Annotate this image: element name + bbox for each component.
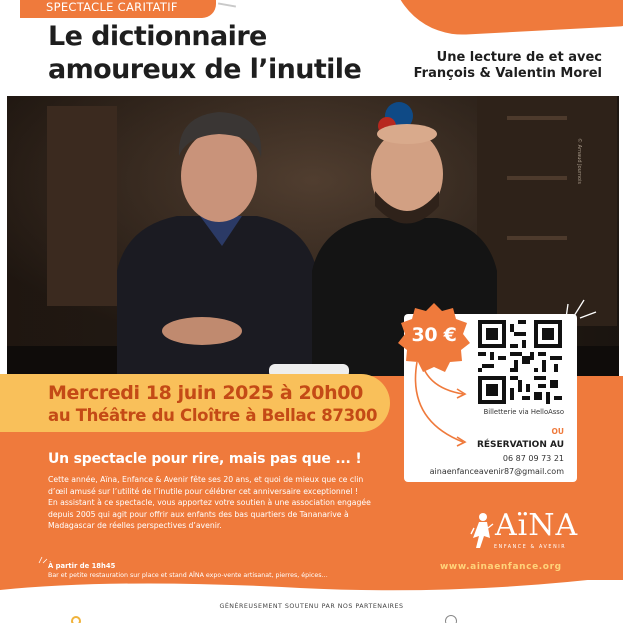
logo-name: AïNA xyxy=(495,508,579,543)
partner-logo-2 xyxy=(445,615,457,623)
reservation-email[interactable]: ainaenfanceavenir87@gmail.com xyxy=(429,467,564,476)
reservation-label: RÉSERVATION AU xyxy=(476,440,564,450)
helloasso-label: Billetterie via HelloAsso xyxy=(483,408,564,416)
reservation-phone[interactable]: 06 87 09 73 21 xyxy=(502,454,564,463)
description-body xyxy=(48,474,380,532)
partners-label: GÉNÉREUSEMENT SOUTENU PAR NOS PARTENAIRES xyxy=(219,603,404,610)
description-headline: Un spectacle pour rire, mais pas que ... ! xyxy=(48,451,362,467)
ticket-price: 30 € xyxy=(411,324,457,346)
category-badge: SPECTACLE CARITATIF xyxy=(20,0,216,18)
description-paragraph-1: Cette année, Aïna, Enfance & Avenir fête ses 20 ans, et quoi de mieux que ce clin d’œil amusé sur l’utilité de l’inutile pour célébrer cet anniversaire exceptionnel ! xyxy=(48,475,364,496)
photo-credit: © Arnaud Journois xyxy=(576,138,582,185)
description-paragraph-2: En assistant à ce spectacle, vous apportez votre soutien à une association engagée depuis 2005 qui agit pour offrir aux enfants des bas quartiers de Tananarive à Madagascar de réelles perspectives d’avenir. xyxy=(48,498,371,530)
decorative-tick xyxy=(218,2,236,7)
decorative-tick-icon xyxy=(38,556,48,564)
title-line-2: amoureux de l’inutile xyxy=(48,54,362,85)
arrow-icons xyxy=(405,360,475,450)
subtitle-line-2: François & Valentin Morel xyxy=(413,66,602,81)
qr-code-icon[interactable] xyxy=(478,320,562,404)
subtitle-line-1: Une lecture de et avec xyxy=(436,50,602,65)
partner-logo-1 xyxy=(71,616,81,623)
show-title xyxy=(48,20,361,86)
opening-time: À partir de 18h45 xyxy=(48,562,116,570)
decorative-orange-shape xyxy=(390,0,623,38)
bar-info: Bar et petite restauration sur place et stand AÏNA expo-vente artisanat, pierres, épices… xyxy=(48,572,328,579)
event-date: Mercredi 18 juin 2025 à 20h00 xyxy=(48,382,363,404)
logo-tagline: ENFANCE & AVENIR xyxy=(494,545,567,550)
show-subtitle xyxy=(396,50,602,82)
event-venue: au Théâtre du Cloître à Bellac 87300 xyxy=(48,406,378,425)
title-line-1: Le dictionnaire xyxy=(48,21,267,52)
website-link[interactable]: www.ainaenfance.org xyxy=(440,562,562,572)
or-label: OU xyxy=(551,427,564,436)
